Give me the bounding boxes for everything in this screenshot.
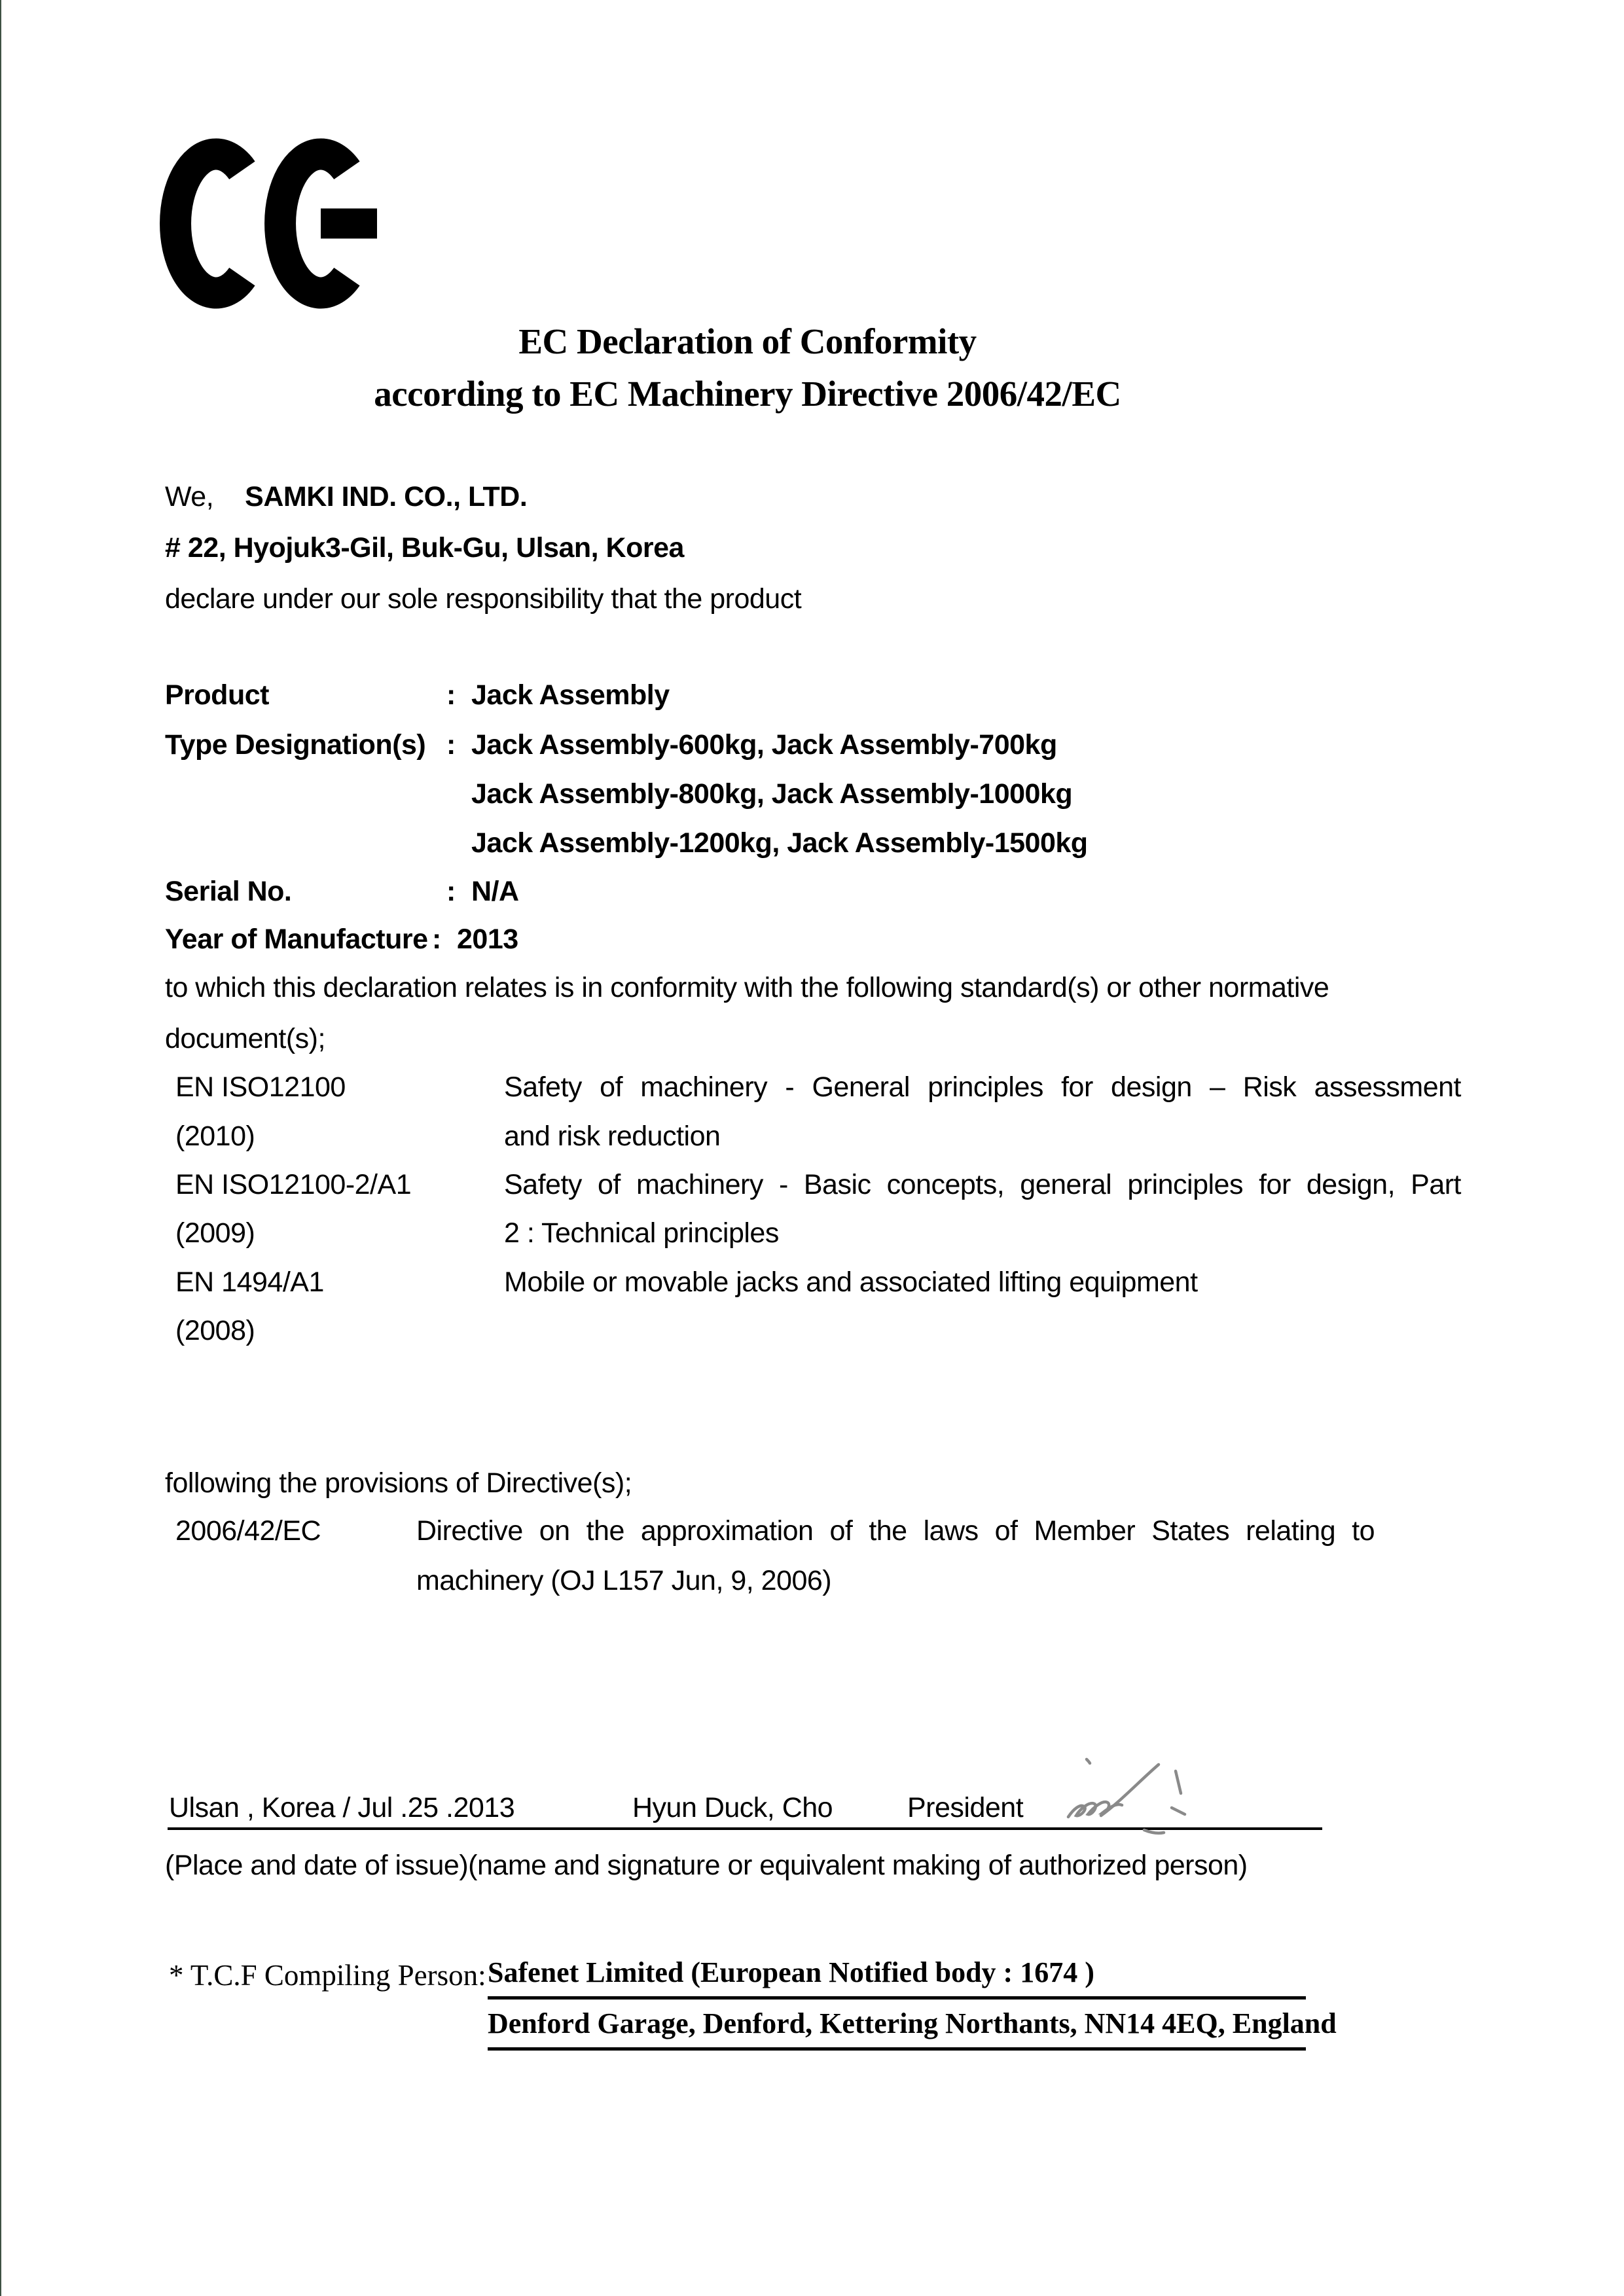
standard-desc: Safety of machinery - Basic concepts, general principles for design, Part xyxy=(504,1169,1461,1200)
type-designation-value: Jack Assembly-600kg, Jack Assembly-700kg xyxy=(471,729,1057,761)
standard-desc: 2 : Technical principles xyxy=(504,1217,779,1249)
signatory-role: President xyxy=(907,1792,1024,1823)
signatory-name: Hyun Duck, Cho xyxy=(632,1792,833,1823)
type-designation-row xyxy=(165,826,1474,860)
standard-code: EN ISO12100 xyxy=(175,1071,346,1103)
document-title-line1: EC Declaration of Conformity xyxy=(518,321,977,361)
conformity-lead1: to which this declaration relates is in conformity with the following standard(s) or other normative xyxy=(165,972,1329,1003)
standard-code: EN ISO12100-2/A1 xyxy=(175,1169,412,1200)
signature-ink xyxy=(1060,1753,1218,1851)
standard-year: (2009) xyxy=(175,1217,255,1249)
type-designation-row: Type Designation(s) : Jack Assembly-600kg, Jack Assembly-700kg xyxy=(165,729,1057,761)
standard-code: EN 1494/A1 xyxy=(175,1266,324,1298)
signature-scribble-icon xyxy=(1060,1753,1218,1859)
standard-year: (2008) xyxy=(175,1315,255,1346)
directive-row xyxy=(175,1564,1375,1598)
serial-no-label: Serial No. xyxy=(165,876,292,907)
standard-row xyxy=(175,1119,1461,1153)
type-designation-value: Jack Assembly-800kg, Jack Assembly-1000kg xyxy=(471,778,1073,810)
directive-code: 2006/42/EC xyxy=(175,1515,321,1547)
standard-row xyxy=(175,1265,1461,1299)
product-row: Product : Jack Assembly xyxy=(165,679,670,711)
standard-row xyxy=(175,1314,1461,1348)
signature-caption: (Place and date of issue)(name and signature or equivalent making of authorized person) xyxy=(165,1850,1248,1881)
company-address: # 22, Hyojuk3-Gil, Buk-Gu, Ulsan, Korea xyxy=(165,532,684,564)
type-designation-row xyxy=(165,777,1474,811)
standard-year: (2010) xyxy=(175,1121,255,1152)
page-edge-line xyxy=(0,0,1,2296)
type-designation-value: Jack Assembly-1200kg, Jack Assembly-1500kg xyxy=(471,827,1088,859)
directive-desc: Directive on the approximation of the laws of Member States relating to xyxy=(416,1515,1375,1547)
tcf-label: * T.C.F Compiling Person: xyxy=(169,1959,486,1992)
declaration-text: declare under our sole responsibility that the product xyxy=(165,583,802,615)
standard-desc: Safety of machinery - General principles for design – Risk assessment xyxy=(504,1071,1461,1103)
company-name: SAMKI IND. CO., LTD. xyxy=(245,481,528,512)
year-value: 2013 xyxy=(457,924,518,955)
document-title-line2: according to EC Machinery Directive 2006/42/EC xyxy=(374,374,1121,414)
tcf-address: Denford Garage, Denford, Kettering Northants, NN14 4EQ, England xyxy=(488,2007,1306,2051)
ce-mark-logo xyxy=(160,138,378,317)
standard-row xyxy=(175,1168,1461,1202)
directive-lead: following the provisions of Directive(s); xyxy=(165,1467,632,1499)
year-of-manufacture-row: Year of Manufacture : 2013 xyxy=(165,924,518,955)
standard-desc: Mobile or movable jacks and associated lifting equipment xyxy=(504,1266,1198,1298)
standard-desc: and risk reduction xyxy=(504,1121,721,1152)
directive-row xyxy=(175,1514,1375,1548)
we-prefix: We, xyxy=(165,481,214,512)
conformity-lead2: document(s); xyxy=(165,1023,325,1054)
ce-mark-icon xyxy=(160,138,378,309)
serial-no-value: N/A xyxy=(471,876,519,907)
product-value: Jack Assembly xyxy=(471,679,670,711)
standard-row xyxy=(175,1216,1461,1250)
type-designation-label: Type Designation(s) xyxy=(165,729,426,761)
product-label: Product xyxy=(165,679,269,711)
year-label: Year of Manufacture xyxy=(165,924,428,955)
standard-row xyxy=(175,1070,1461,1104)
tcf-notified-body: Safenet Limited (European Notified body : 1674 ) xyxy=(488,1956,1306,2000)
directive-desc: machinery (OJ L157 Jun, 9, 2006) xyxy=(416,1565,832,1596)
company-line xyxy=(165,480,527,514)
serial-no-row: Serial No. : N/A xyxy=(165,876,519,907)
place-and-date: Ulsan , Korea / Jul .25 .2013 xyxy=(169,1792,515,1823)
